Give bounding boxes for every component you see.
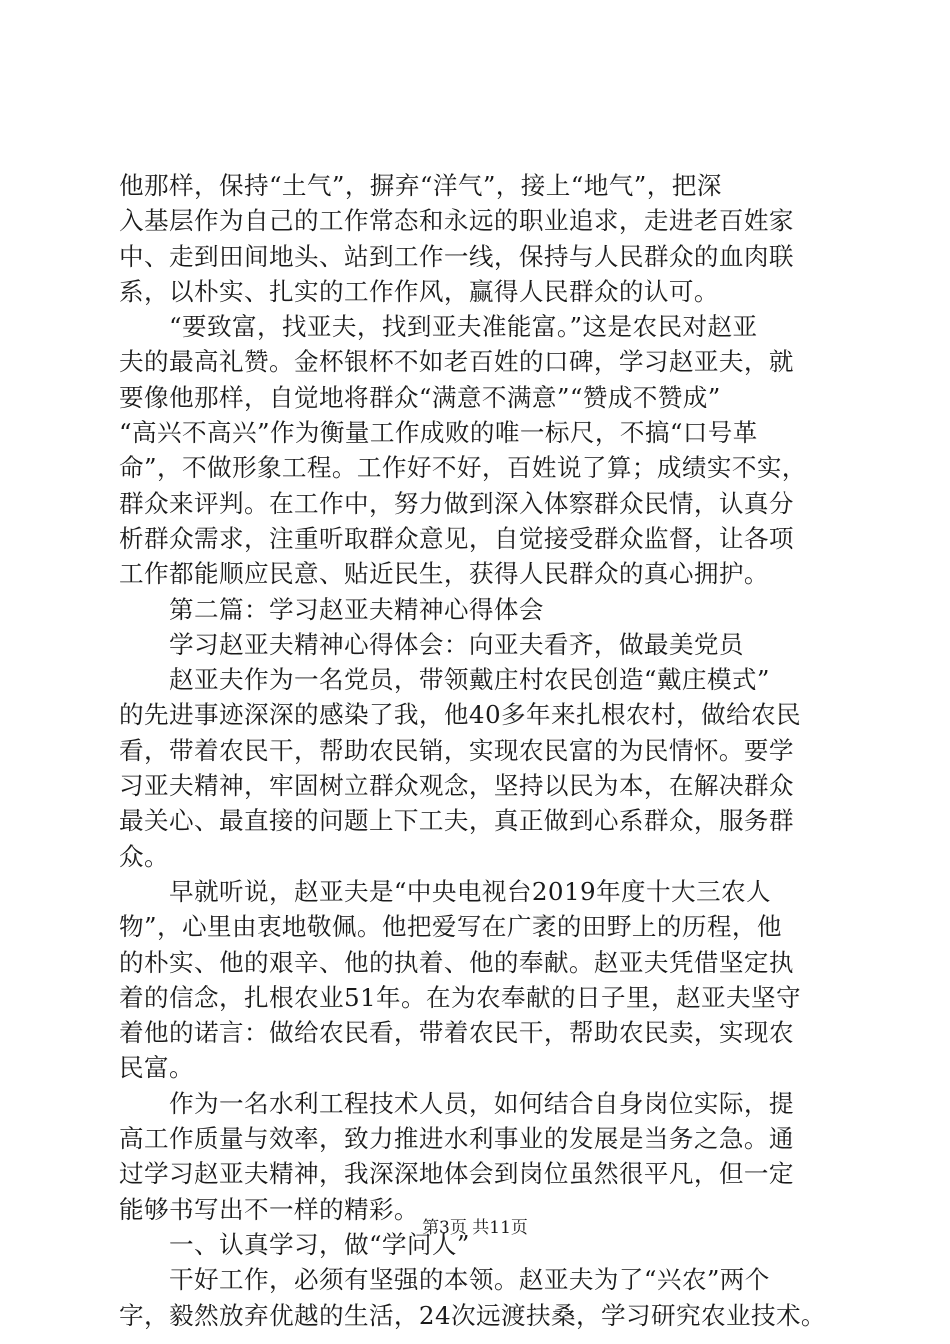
text-line: “要致富，找亚夫，找到亚夫准能富。”这是农民对赵亚 <box>119 312 758 342</box>
text-line: 夫的最高礼赞。金杯银杯不如老百姓的口碑，学习赵亚夫，就 <box>119 347 794 377</box>
text-line: 中、走到田间地头、站到工作一线，保持与人民群众的血肉联 <box>119 241 794 271</box>
text-line: 民富。 <box>119 1053 194 1083</box>
text-line: 群众来评判。在工作中，努力做到深入体察群众民情，认真分 <box>119 488 794 518</box>
text-line: 要像他那样，自觉地将群众“满意不满意”“赞成不赞成” <box>119 382 721 412</box>
text-line: 系，以朴实、扎实的工作作风，赢得人民群众的认可。 <box>119 276 719 306</box>
page-number-footer: 第3页 共11页 <box>422 1218 528 1238</box>
text-line: 过学习赵亚夫精神，我深深地体会到岗位虽然很平凡，但一定 <box>119 1159 794 1189</box>
text-line: “高兴不高兴”作为衡量工作成败的唯一标尺，不搞“口号革 <box>119 418 758 448</box>
text-line: 高工作质量与效率，致力推进水利事业的发展是当务之急。通 <box>119 1124 794 1154</box>
text-line: 的朴实、他的艰辛、他的执着、他的奉献。赵亚夫凭借坚定执 <box>119 947 794 977</box>
text-line: 着他的诺言：做给农民看，带着农民干，帮助农民卖，实现农 <box>119 1018 794 1048</box>
text-line: 看，带着农民干，帮助农民销，实现农民富的为民情怀。要学 <box>119 735 794 765</box>
text-line: 最关心、最直接的问题上下工夫，真正做到心系群众，服务群 <box>119 806 794 836</box>
subsection-heading: 一、认真学习，做“学问人” <box>119 1229 470 1259</box>
text-line: 析群众需求，注重听取群众意见，自觉接受群众监督，让各项 <box>119 523 794 553</box>
text-line: 物”，心里由衷地敬佩。他把爱写在广袤的田野上的历程，他 <box>119 912 782 942</box>
text-line: 能够书写出不一样的精彩。 <box>119 1194 419 1224</box>
text-line: 工作都能顺应民意、贴近民生，获得人民群众的真心拥护。 <box>119 559 769 589</box>
document-body <box>119 168 835 1333</box>
text-line: 他那样，保持“土气”，摒弃“洋气”，接上“地气”，把深 <box>119 171 722 200</box>
text-line: 作为一名水利工程技术人员，如何结合自身岗位实际，提 <box>119 1088 794 1118</box>
section-heading: 第二篇：学习赵亚夫精神心得体会 <box>119 594 544 624</box>
text-line: 着的信念，扎根农业51年。在为农奉献的日子里，赵亚夫坚守 <box>119 982 801 1012</box>
text-line: 习亚夫精神，牢固树立群众观念，坚持以民为本，在解决群众 <box>119 771 794 801</box>
text-line: 干好工作，必须有坚强的本领。赵亚夫为了“兴农”两个 <box>119 1265 770 1295</box>
text-line: 入基层作为自己的工作常态和永远的职业追求，走进老百姓家 <box>119 206 794 236</box>
article-title: 学习赵亚夫精神心得体会：向亚夫看齐，做最美党员 <box>119 629 744 659</box>
text-line: 字，毅然放弃优越的生活，24次远渡扶桑，学习研究农业技术。 <box>119 1300 826 1330</box>
text-line: 赵亚夫作为一名党员，带领戴庄村农民创造“戴庄模式” <box>119 665 770 695</box>
text-line: 的先进事迹深深的感染了我，他40多年来扎根农村，做给农民 <box>119 700 801 730</box>
text-line: 早就听说，赵亚夫是“中央电视台2019年度十大三农人 <box>119 876 772 906</box>
text-line: 众。 <box>119 841 169 871</box>
text-line: 命”，不做形象工程。工作好不好，百姓说了算；成绩实不实， <box>119 453 807 483</box>
